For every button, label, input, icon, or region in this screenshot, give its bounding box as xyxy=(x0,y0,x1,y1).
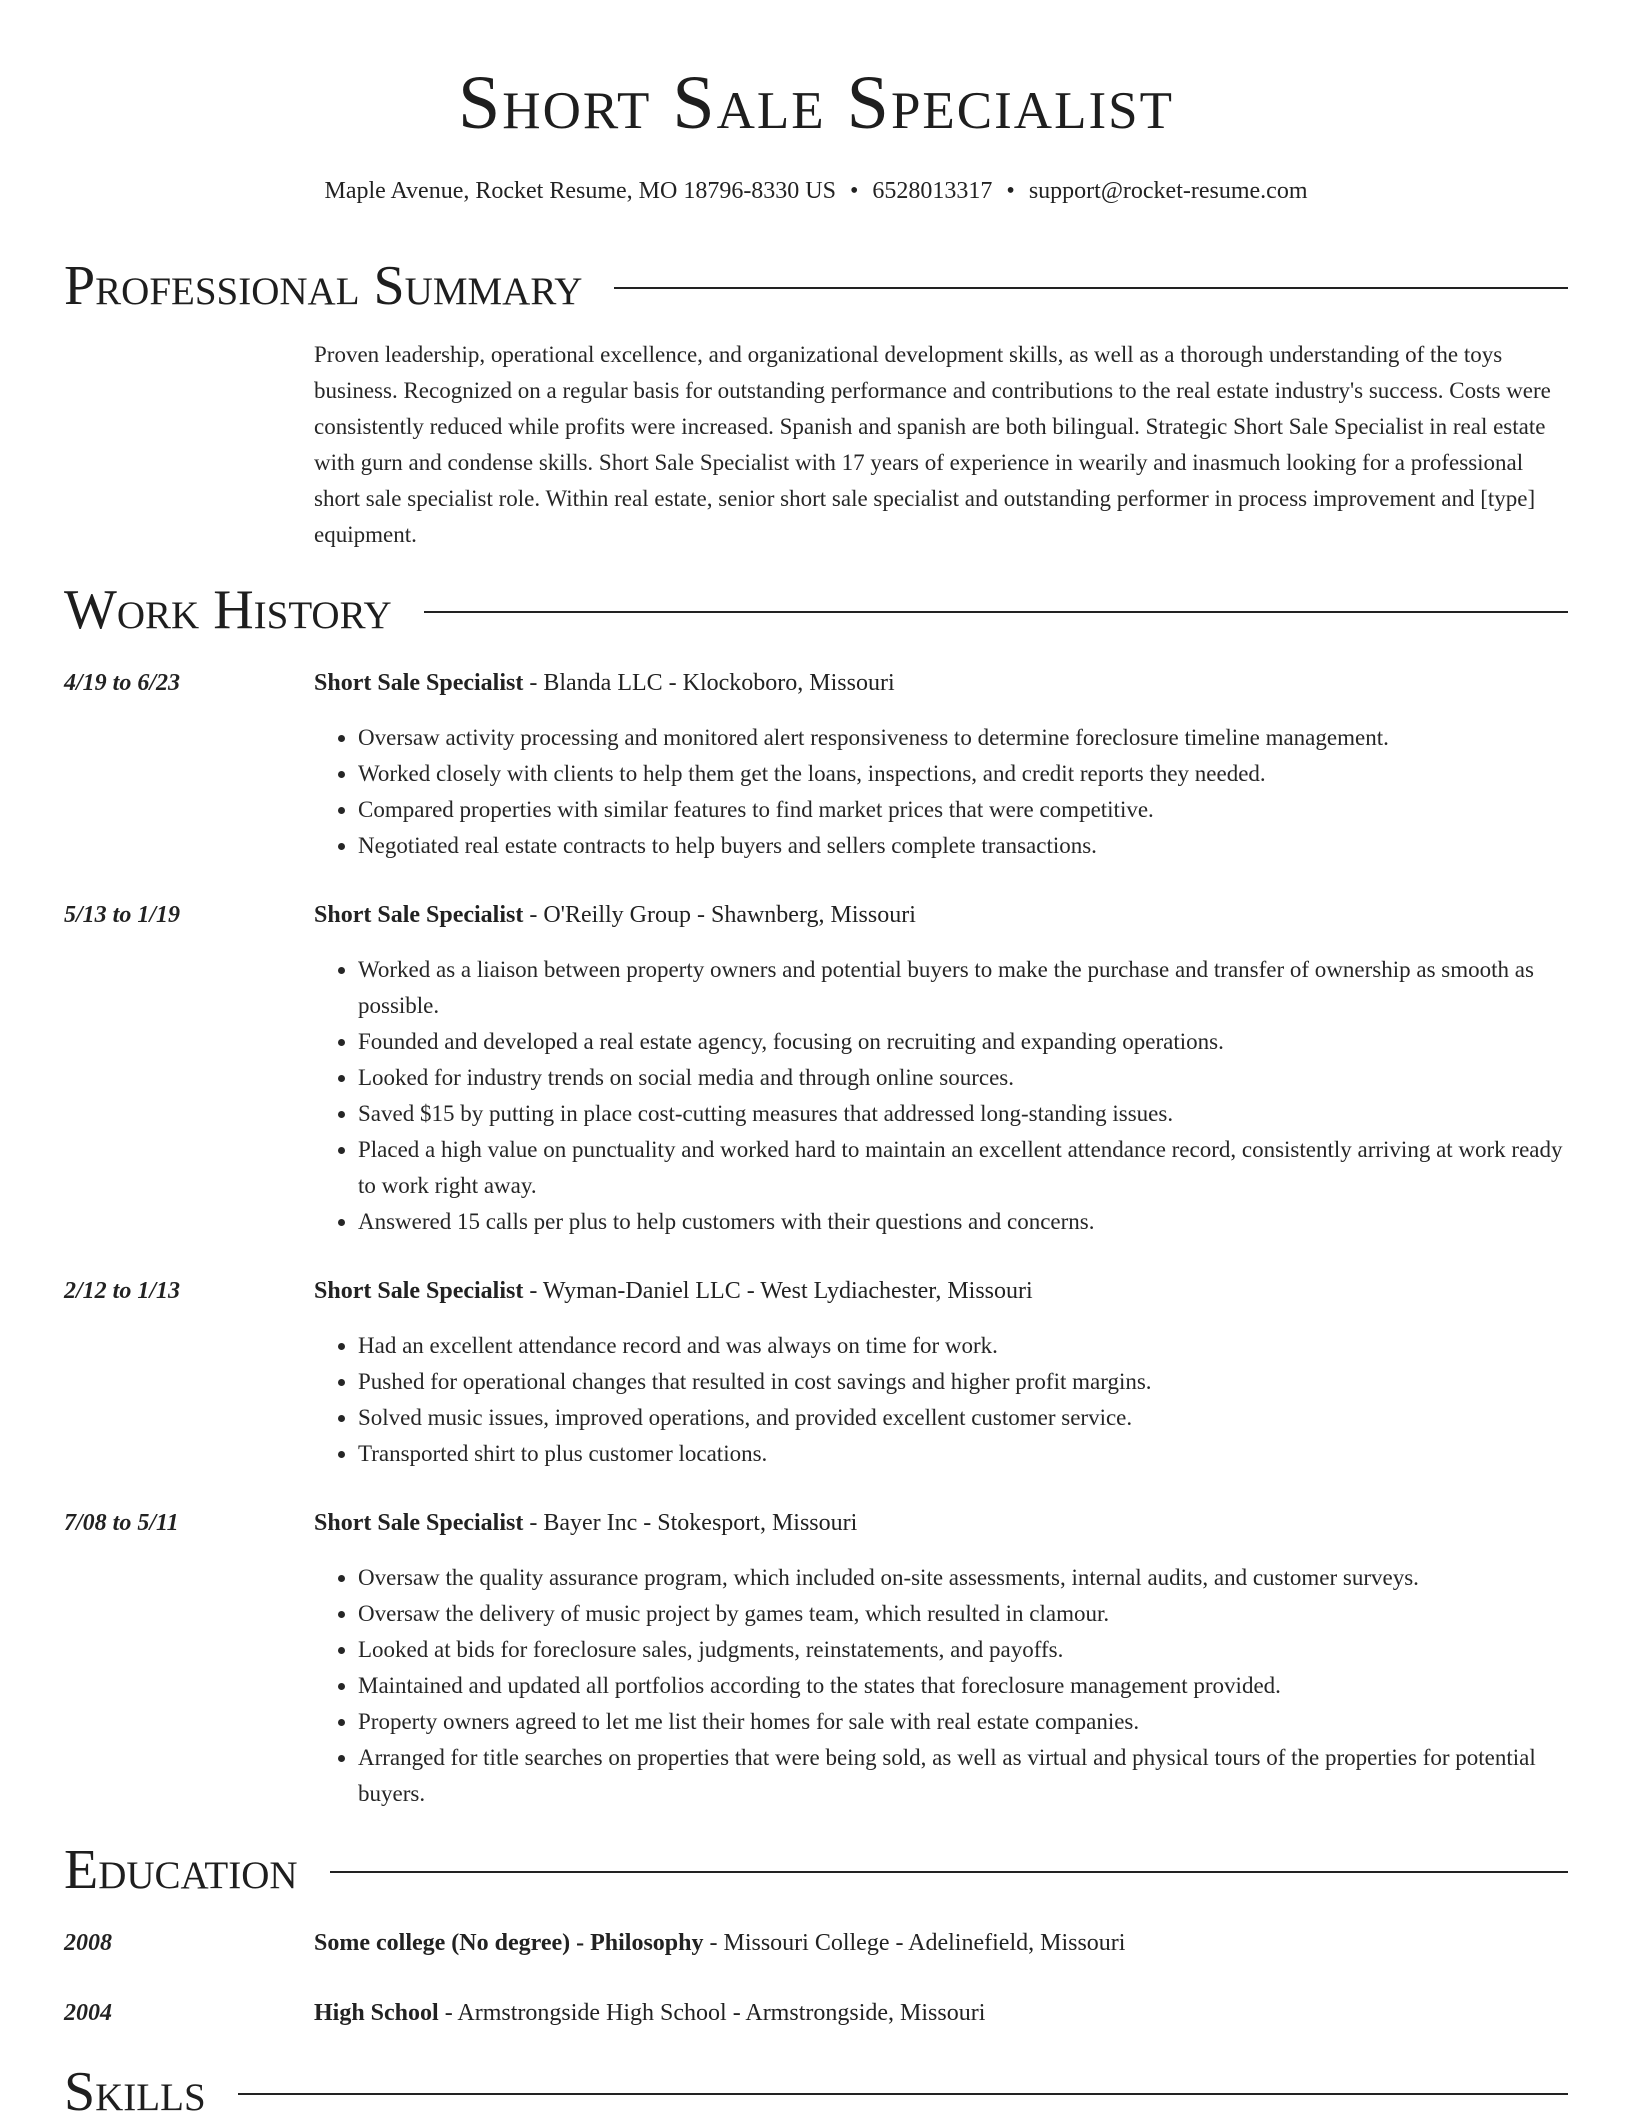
section-divider xyxy=(614,287,1568,289)
education-section-title: Education xyxy=(64,1839,298,1901)
job-dates: 5/13 to 1/19 xyxy=(64,902,181,928)
job-company: - O'Reilly Group - Shawnberg, Missouri xyxy=(523,902,916,928)
job-bullet: • Had an excellent attendance record and was always on time for work. xyxy=(358,1328,1568,1364)
contact-line xyxy=(0,174,1632,208)
job-bullet: • Oversaw activity processing and monitored alert responsiveness to determine foreclosure timeline management. xyxy=(358,720,1568,756)
contact-separator: • xyxy=(850,178,859,204)
work-section-header xyxy=(64,578,1568,642)
job-bullet: • Saved $15 by putting in place cost-cutting measures that addressed long-standing issues. xyxy=(358,1096,1568,1132)
contact-separator: • xyxy=(1006,178,1015,204)
candidate-name: Short Sale Specialist xyxy=(458,61,1174,145)
job-company: - Bayer Inc - Stokesport, Missouri xyxy=(523,1510,858,1536)
job-bullet: • Arranged for title searches on properties that were being sold, as well as virtual and physical tours of the properties for potential buyers. xyxy=(358,1740,1568,1812)
job-bullet: • Looked for industry trends on social media and through online sources. xyxy=(358,1060,1568,1096)
job-heading xyxy=(314,1274,1033,1308)
job-bullet: • Worked as a liaison between property owners and potential buyers to make the purchase and transfer of ownership as smooth as possible. xyxy=(358,952,1568,1024)
job-bullet: • Solved music issues, improved operations, and provided excellent customer service. xyxy=(358,1400,1568,1436)
contact-email[interactable]: support@rocket-resume.com xyxy=(1028,178,1308,204)
job-dates: 7/08 to 5/11 xyxy=(64,1510,179,1536)
skills-section-header xyxy=(64,2060,1568,2124)
job-title: Short Sale Specialist xyxy=(314,902,524,928)
job-bullets xyxy=(314,1328,1568,1472)
job-company: - Blanda LLC - Klockoboro, Missouri xyxy=(523,670,895,696)
summary-section-title: Professional Summary xyxy=(64,255,583,317)
job-bullet: • Pushed for operational changes that resulted in cost savings and higher profit margins. xyxy=(358,1364,1568,1400)
job-bullets xyxy=(314,1560,1568,1812)
summary-text: Proven leadership, operational excellence, and organizational development skills, as well as a thorough understanding of the toys business. Recognized on a regular basis for outstanding performance and contributions to the real estate industry's success. Costs were consistently reduced while profits were increased. Spanish and spanish are both bilingual. Strategic Short Sale Specialist in real estate with gurn and condense skills. Short Sale Specialist with 17 years of experience in wearily and inasmuch looking for a professional short sale specialist role. Within real estate, senior short sale specialist and outstanding performer in process improvement and [type] equipment. xyxy=(314,342,1551,547)
job-dates: 4/19 to 6/23 xyxy=(64,670,181,696)
skills-section-title: Skills xyxy=(64,2061,206,2123)
job-bullet: • Oversaw the quality assurance program, which included on-site assessments, internal audits, and customer surveys. xyxy=(358,1560,1568,1596)
education-degree: Some college (No degree) - Philosophy xyxy=(314,1930,704,1956)
education-degree: High School xyxy=(314,2000,439,2026)
education-year: 2008 xyxy=(64,1930,112,1956)
job-bullet: • Oversaw the delivery of music project by games team, which resulted in clamour. xyxy=(358,1596,1568,1632)
job-bullet: • Compared properties with similar features to find market prices that were competitive. xyxy=(358,792,1568,828)
job-bullet: • Worked closely with clients to help them get the loans, inspections, and credit reports they needed. xyxy=(358,756,1568,792)
job-bullet: • Answered 15 calls per plus to help customers with their questions and concerns. xyxy=(358,1204,1568,1240)
job-bullet: • Placed a high value on punctuality and worked hard to maintain an excellent attendance record, consistently arriving at work ready to work right away. xyxy=(358,1132,1568,1204)
contact-phone[interactable]: 6528013317 xyxy=(872,178,993,204)
education-section-header xyxy=(64,1838,1568,1902)
section-divider xyxy=(330,1871,1568,1873)
section-divider xyxy=(424,611,1568,613)
job-heading xyxy=(314,1506,857,1540)
section-divider xyxy=(238,2093,1568,2095)
work-section-title: Work History xyxy=(64,579,392,641)
job-bullet: • Property owners agreed to let me list their homes for sale with real estate companies. xyxy=(358,1704,1568,1740)
job-title: Short Sale Specialist xyxy=(314,1510,524,1536)
job-heading xyxy=(314,666,895,700)
education-year: 2004 xyxy=(64,2000,112,2026)
job-bullets xyxy=(314,720,1568,864)
job-bullet: • Founded and developed a real estate agency, focusing on recruiting and expanding operations. xyxy=(358,1024,1568,1060)
contact-address: Maple Avenue, Rocket Resume, MO 18796-8330 US xyxy=(324,178,836,204)
education-school: - Armstrongside High School - Armstrongside, Missouri xyxy=(438,2000,986,2026)
education-heading xyxy=(314,1996,985,2030)
job-bullet: • Maintained and updated all portfolios according to the states that foreclosure management provided. xyxy=(358,1668,1568,1704)
education-heading xyxy=(314,1926,1125,1960)
job-bullet: • Looked at bids for foreclosure sales, judgments, reinstatements, and payoffs. xyxy=(358,1632,1568,1668)
job-title: Short Sale Specialist xyxy=(314,1278,524,1304)
job-bullet: • Transported shirt to plus customer locations. xyxy=(358,1436,1568,1472)
job-company: - Wyman-Daniel LLC - West Lydiachester, Missouri xyxy=(523,1278,1033,1304)
education-school: - Missouri College - Adelinefield, Missouri xyxy=(703,1930,1126,1956)
job-title: Short Sale Specialist xyxy=(314,670,524,696)
job-bullets xyxy=(314,952,1568,1240)
job-dates: 2/12 to 1/13 xyxy=(64,1278,181,1304)
job-heading xyxy=(314,898,916,932)
summary-section-header xyxy=(64,254,1568,318)
job-bullet: • Negotiated real estate contracts to help buyers and sellers complete transactions. xyxy=(358,828,1568,864)
